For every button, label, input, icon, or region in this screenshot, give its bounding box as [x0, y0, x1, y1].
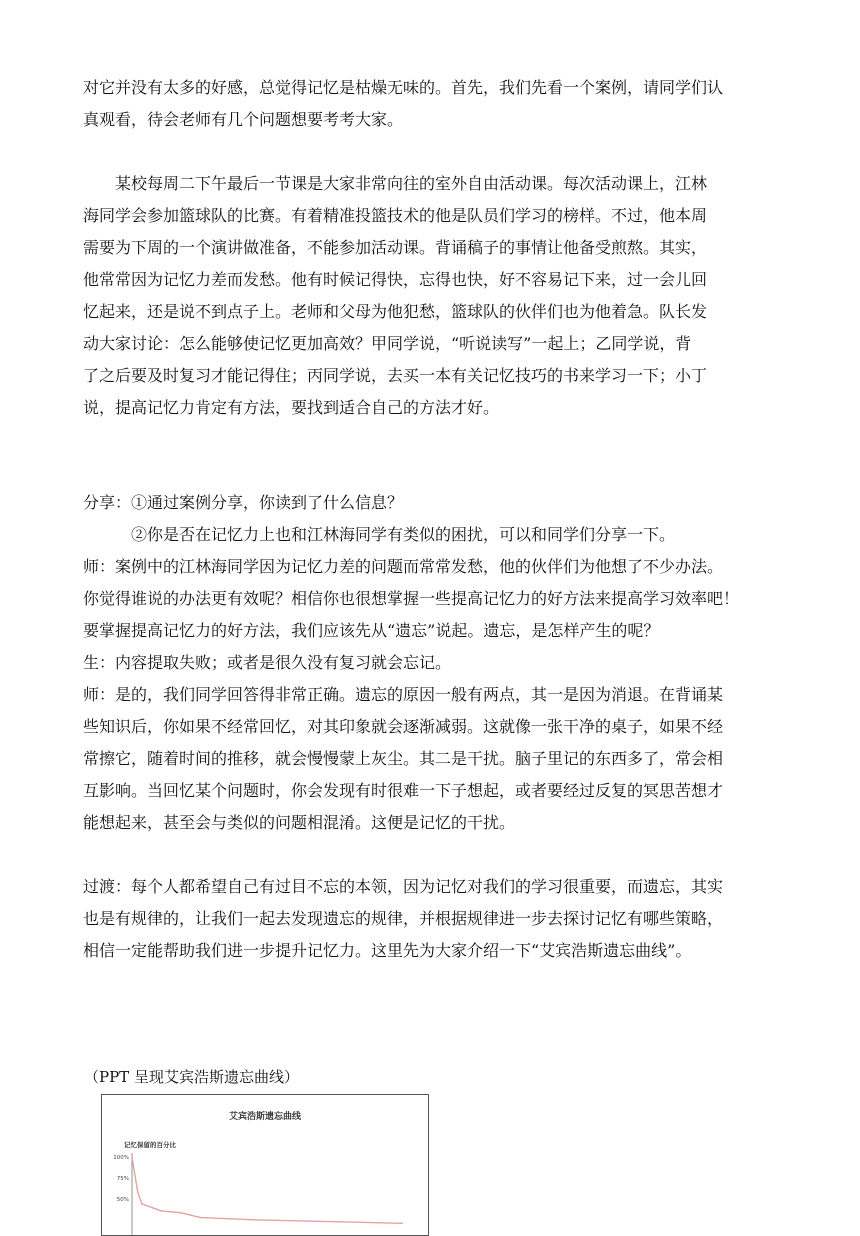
curve-point — [180, 1212, 182, 1214]
text-line: 师：是的，我们同学回答得非常正确。遗忘的原因一般有两点，其一是因为消退。在背诵某 — [83, 685, 724, 704]
text-line: 忆起来，还是说不到点子上。老师和父母为他犯愁，篮球队的伙伴们也为他着急。队长发 — [83, 302, 708, 321]
paragraph — [83, 551, 783, 647]
text-line: 互影响。当回忆某个问题时，你会发现有时很难一下子想起，或者要经过反复的冥思苦想才 — [83, 781, 724, 800]
curve-point — [200, 1217, 202, 1219]
y-tick-label: 50% — [116, 1197, 129, 1203]
paragraph — [83, 487, 783, 519]
y-tick-label: 75% — [116, 1176, 129, 1182]
curve-point — [137, 1191, 139, 1193]
text-line: 真观看，待会老师有几个问题想要考考大家。 — [83, 110, 404, 129]
text-line: 对它并没有太多的好感，总觉得记忆是枯燥无味的。首先，我们先看一个案例，请同学们认 — [83, 78, 724, 97]
text-line: 动大家讨论：怎么能够使记忆更加高效？甲同学说，“听说读写”一起上；乙同学说，背 — [83, 334, 692, 353]
chart-title: 艾宾浩斯遗忘曲线 — [228, 1112, 301, 1122]
text-line: 师：案例中的江林海同学因为记忆力差的问题而常常发愁，他的伙伴们为他想了不少办法。 — [83, 557, 724, 576]
text-line: 也是有规律的，让我们一起去发现遗忘的规律，并根据规律进一步去探讨记忆有哪些策略， — [83, 909, 724, 928]
curve-point — [160, 1210, 162, 1212]
text-line: 分享：①通过案例分享，你读到了什么信息？ — [83, 493, 404, 512]
text-line: 他常常因为记忆力差而发愁。他有时候记得快，忘得也快，好不容易记下来，过一会儿回 — [83, 270, 708, 289]
curve-point — [131, 1156, 133, 1158]
text-line: 了之后要及时复习才能记得住；丙同学说，去买一本有关记忆技巧的书来学习一下；小丁 — [83, 366, 708, 385]
paragraph — [83, 168, 783, 424]
chart-y-axis-label: 记忆保留的百分比 — [124, 1141, 176, 1149]
curve-point — [401, 1222, 403, 1224]
text-line: ②你是否在记忆力上也和江林海同学有类似的困扰，可以和同学们分享一下。 — [83, 525, 676, 544]
text-line: 海同学会参加篮球队的比赛。有着精准投篮技术的他是队员们学习的榜样。不过，他本周 — [83, 206, 708, 225]
text-line: 些知识后，你如果不经常回忆，对其印象就会逐渐减弱。这就像一张干净的桌子，如果不经 — [83, 717, 724, 736]
text-line: 要掌握提高记忆力的好方法，我们应该先从“遗忘”说起。遗忘，是怎样产生的呢？ — [83, 621, 660, 640]
curve-point — [141, 1203, 143, 1205]
paragraph — [83, 519, 783, 551]
paragraph — [83, 679, 783, 839]
forgetting-curve-line — [132, 1157, 402, 1223]
paragraph — [83, 871, 783, 967]
paragraph — [83, 72, 783, 136]
forgetting-curve-figure — [101, 1094, 429, 1236]
curve-point — [250, 1219, 252, 1221]
figure-caption: （PPT 呈现艾宾浩斯遗忘曲线） — [84, 1068, 299, 1086]
y-tick-label: 100% — [113, 1155, 129, 1161]
paragraph — [83, 647, 783, 679]
text-line: 能想起来，甚至会与类似的问题相混淆。这便是记忆的干扰。 — [83, 813, 516, 832]
text-line: 相信一定能帮助我们进一步提升记忆力。这里先为大家介绍一下“艾宾浩斯遗忘曲线”。 — [83, 941, 692, 960]
text-line: 过渡：每个人都希望自己有过目不忘的本领，因为记忆对我们的学习很重要，而遗忘，其实 — [83, 877, 724, 896]
text-line: 常擦它，随着时间的推移，就会慢慢蒙上灰尘。其二是干扰。脑子里记的东西多了，常会相 — [83, 749, 724, 768]
text-line: 需要为下周的一个演讲做准备，不能参加活动课。背诵稿子的事情让他备受煎熬。其实， — [83, 238, 708, 257]
text-line: 某校每周二下午最后一节课是大家非常向往的室外自由活动课。每次活动课上，江林 — [83, 174, 708, 193]
text-line: 你觉得谁说的办法更有效呢？相信你也很想掌握一些提高记忆力的好方法来提高学习效率吧！ — [83, 589, 740, 608]
text-line: 说，提高记忆力肯定有方法，要找到适合自己的方法才好。 — [83, 398, 500, 417]
text-line: 生：内容提取失败；或者是很久没有复习就会忘记。 — [83, 653, 452, 672]
forgetting-curve-chart — [102, 1095, 428, 1235]
